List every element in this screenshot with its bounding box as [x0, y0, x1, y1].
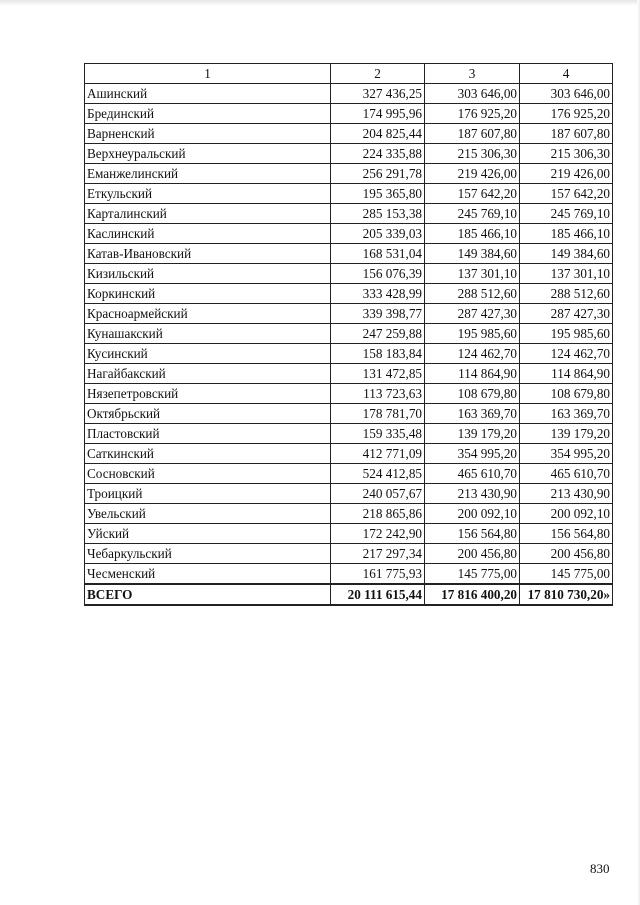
district-name-cell: Уйский [85, 524, 331, 544]
value-col-4-cell: 185 466,10 [520, 224, 613, 244]
value-col-4-cell: 163 369,70 [520, 404, 613, 424]
table-row [85, 124, 613, 144]
value-col-4-cell: 176 925,20 [520, 104, 613, 124]
table-row [85, 524, 613, 544]
district-name-cell: Ашинский [85, 84, 331, 104]
district-name-cell: Кусинский [85, 344, 331, 364]
value-col-2-cell: 412 771,09 [331, 444, 425, 464]
value-col-4-cell: 187 607,80 [520, 124, 613, 144]
value-col-4-cell: 354 995,20 [520, 444, 613, 464]
value-col-3-cell: 215 306,30 [425, 144, 520, 164]
value-col-4-cell: 245 769,10 [520, 204, 613, 224]
value-col-3-cell: 288 512,60 [425, 284, 520, 304]
value-col-3-cell: 185 466,10 [425, 224, 520, 244]
value-col-2-cell: 174 995,96 [331, 104, 425, 124]
district-name-cell: Каслинский [85, 224, 331, 244]
district-name-cell: Кизильский [85, 264, 331, 284]
total-row [85, 584, 613, 605]
value-col-4-cell: 156 564,80 [520, 524, 613, 544]
value-col-2-cell: 195 365,80 [331, 184, 425, 204]
value-col-3-cell: 176 925,20 [425, 104, 520, 124]
total-label-cell: ВСЕГО [85, 584, 331, 605]
value-col-4-cell: 137 301,10 [520, 264, 613, 284]
value-col-2-cell: 240 057,67 [331, 484, 425, 504]
value-col-4-cell: 200 092,10 [520, 504, 613, 524]
value-col-4-cell: 139 179,20 [520, 424, 613, 444]
value-col-2-cell: 333 428,99 [331, 284, 425, 304]
table-row [85, 164, 613, 184]
district-name-cell: Троицкий [85, 484, 331, 504]
value-col-3-cell: 108 679,80 [425, 384, 520, 404]
table-row [85, 284, 613, 304]
value-col-2-cell: 217 297,34 [331, 544, 425, 564]
value-col-4-cell: 200 456,80 [520, 544, 613, 564]
table-header-row [85, 64, 613, 84]
value-col-4-cell: 195 985,60 [520, 324, 613, 344]
value-col-3-cell: 200 456,80 [425, 544, 520, 564]
value-col-2-cell: 327 436,25 [331, 84, 425, 104]
table-row [85, 404, 613, 424]
district-name-cell: Саткинский [85, 444, 331, 464]
value-col-2-cell: 131 472,85 [331, 364, 425, 384]
value-col-2-cell: 205 339,03 [331, 224, 425, 244]
total-col-2-cell: 20 111 615,44 [331, 584, 425, 605]
table-row [85, 444, 613, 464]
value-col-3-cell: 354 995,20 [425, 444, 520, 464]
table-row [85, 204, 613, 224]
table-row [85, 364, 613, 384]
column-header-4: 4 [520, 64, 613, 84]
value-col-4-cell: 157 642,20 [520, 184, 613, 204]
value-col-4-cell: 149 384,60 [520, 244, 613, 264]
table-row [85, 564, 613, 585]
table-row [85, 344, 613, 364]
value-col-2-cell: 218 865,86 [331, 504, 425, 524]
total-col-3-cell: 17 816 400,20 [425, 584, 520, 605]
district-name-cell: Еткульский [85, 184, 331, 204]
value-col-4-cell: 213 430,90 [520, 484, 613, 504]
district-name-cell: Верхнеуральский [85, 144, 331, 164]
value-col-3-cell: 124 462,70 [425, 344, 520, 364]
table-row [85, 504, 613, 524]
column-header-3: 3 [425, 64, 520, 84]
district-name-cell: Пластовский [85, 424, 331, 444]
value-col-2-cell: 113 723,63 [331, 384, 425, 404]
value-col-3-cell: 303 646,00 [425, 84, 520, 104]
district-name-cell: Кунашакский [85, 324, 331, 344]
district-name-cell: Нязепетровский [85, 384, 331, 404]
value-col-3-cell: 200 092,10 [425, 504, 520, 524]
value-col-2-cell: 524 412,85 [331, 464, 425, 484]
value-col-4-cell: 108 679,80 [520, 384, 613, 404]
district-name-cell: Брединский [85, 104, 331, 124]
value-col-2-cell: 161 775,93 [331, 564, 425, 585]
value-col-2-cell: 339 398,77 [331, 304, 425, 324]
scan-top-shadow [0, 0, 640, 6]
value-col-2-cell: 168 531,04 [331, 244, 425, 264]
value-col-2-cell: 159 335,48 [331, 424, 425, 444]
value-col-3-cell: 149 384,60 [425, 244, 520, 264]
value-col-4-cell: 114 864,90 [520, 364, 613, 384]
value-col-3-cell: 213 430,90 [425, 484, 520, 504]
table-row [85, 184, 613, 204]
district-name-cell: Сосновский [85, 464, 331, 484]
district-name-cell: Варненский [85, 124, 331, 144]
column-header-2: 2 [331, 64, 425, 84]
table-row [85, 304, 613, 324]
value-col-3-cell: 219 426,00 [425, 164, 520, 184]
value-col-4-cell: 303 646,00 [520, 84, 613, 104]
value-col-3-cell: 156 564,80 [425, 524, 520, 544]
value-col-3-cell: 465 610,70 [425, 464, 520, 484]
value-col-2-cell: 285 153,38 [331, 204, 425, 224]
district-name-cell: Октябрьский [85, 404, 331, 424]
value-col-2-cell: 172 242,90 [331, 524, 425, 544]
district-name-cell: Чесменский [85, 564, 331, 585]
table-row [85, 544, 613, 564]
budget-table [84, 63, 613, 606]
district-name-cell: Чебаркульский [85, 544, 331, 564]
table-row [85, 324, 613, 344]
value-col-3-cell: 114 864,90 [425, 364, 520, 384]
value-col-4-cell: 287 427,30 [520, 304, 613, 324]
table-row [85, 104, 613, 124]
value-col-3-cell: 145 775,00 [425, 564, 520, 585]
value-col-3-cell: 245 769,10 [425, 204, 520, 224]
value-col-2-cell: 247 259,88 [331, 324, 425, 344]
value-col-4-cell: 215 306,30 [520, 144, 613, 164]
table-row [85, 484, 613, 504]
district-name-cell: Катав-Ивановский [85, 244, 331, 264]
value-col-2-cell: 156 076,39 [331, 264, 425, 284]
table-body [85, 84, 613, 606]
value-col-3-cell: 137 301,10 [425, 264, 520, 284]
value-col-3-cell: 287 427,30 [425, 304, 520, 324]
value-col-3-cell: 187 607,80 [425, 124, 520, 144]
value-col-3-cell: 139 179,20 [425, 424, 520, 444]
value-col-4-cell: 219 426,00 [520, 164, 613, 184]
value-col-3-cell: 163 369,70 [425, 404, 520, 424]
value-col-2-cell: 256 291,78 [331, 164, 425, 184]
table-row [85, 424, 613, 444]
value-col-2-cell: 204 825,44 [331, 124, 425, 144]
district-name-cell: Коркинский [85, 284, 331, 304]
value-col-4-cell: 288 512,60 [520, 284, 613, 304]
value-col-4-cell: 145 775,00 [520, 564, 613, 585]
district-name-cell: Карталинский [85, 204, 331, 224]
value-col-2-cell: 224 335,88 [331, 144, 425, 164]
table-row [85, 144, 613, 164]
value-col-2-cell: 178 781,70 [331, 404, 425, 424]
page-number: 830 [590, 861, 610, 876]
district-name-cell: Нагайбакский [85, 364, 331, 384]
column-header-1: 1 [85, 64, 331, 84]
table-row [85, 464, 613, 484]
district-name-cell: Еманжелинский [85, 164, 331, 184]
value-col-3-cell: 157 642,20 [425, 184, 520, 204]
value-col-2-cell: 158 183,84 [331, 344, 425, 364]
value-col-4-cell: 124 462,70 [520, 344, 613, 364]
table-row [85, 224, 613, 244]
value-col-4-cell: 465 610,70 [520, 464, 613, 484]
value-col-3-cell: 195 985,60 [425, 324, 520, 344]
table-row [85, 384, 613, 404]
table-row [85, 264, 613, 284]
district-name-cell: Красноармейский [85, 304, 331, 324]
district-name-cell: Увельский [85, 504, 331, 524]
table-row [85, 244, 613, 264]
total-col-4-cell: 17 810 730,20» [520, 584, 613, 605]
table-row [85, 84, 613, 104]
